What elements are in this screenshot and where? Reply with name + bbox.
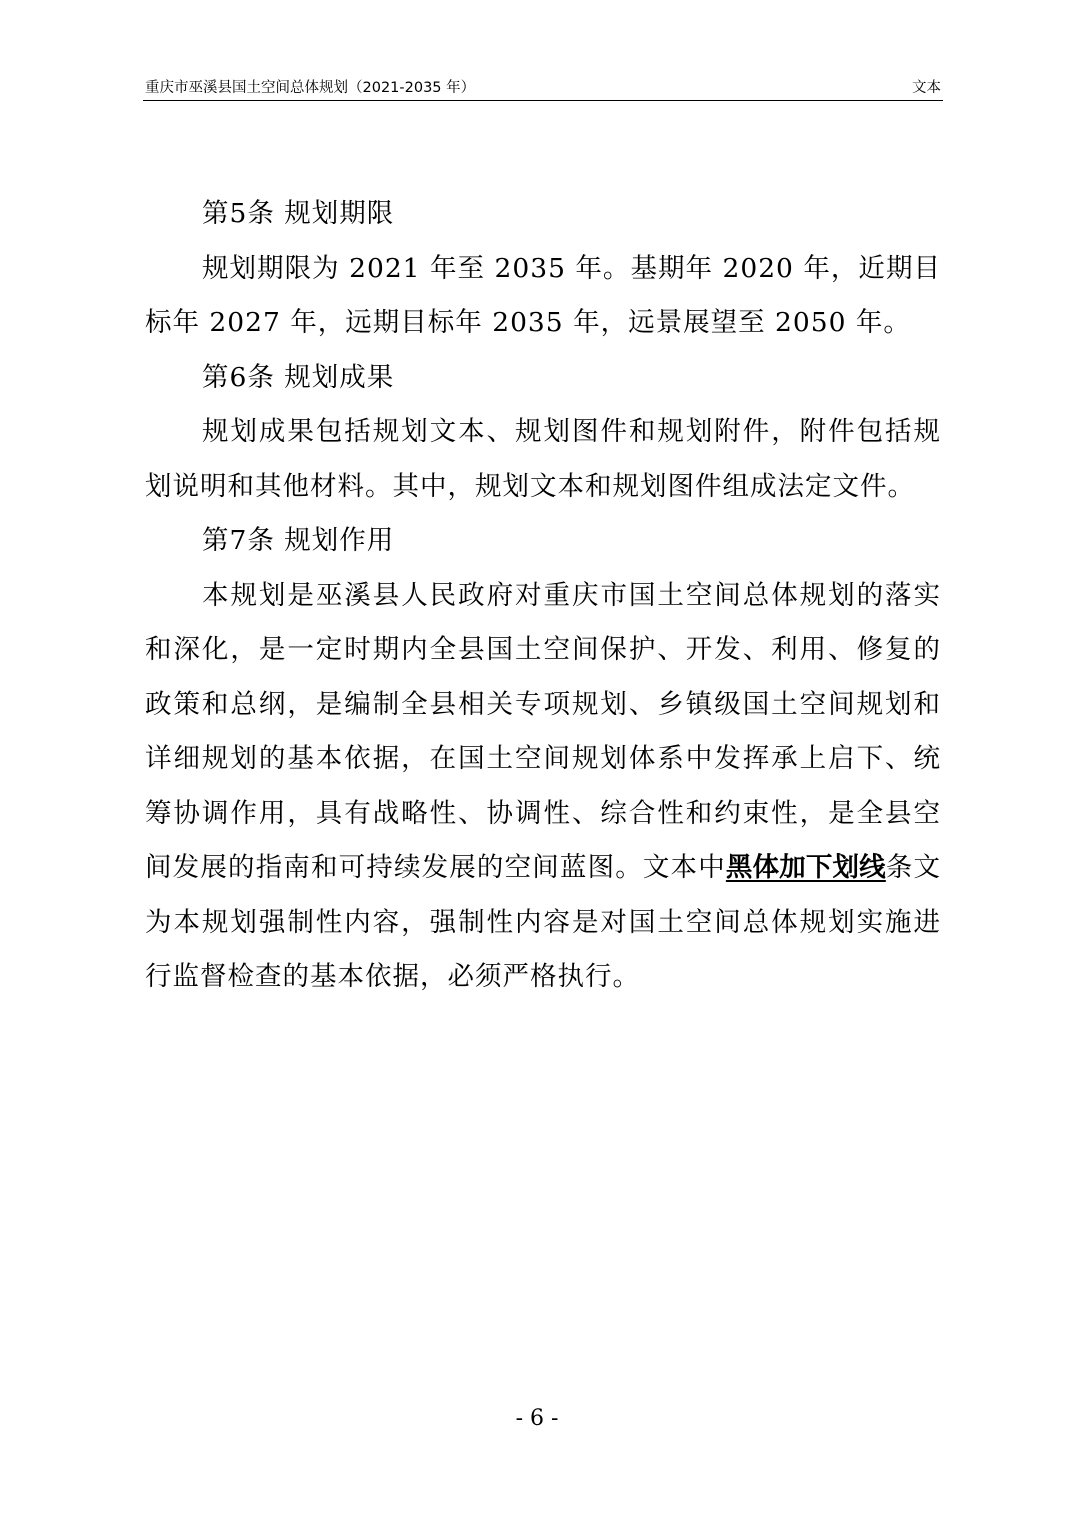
article-6-heading: 第6条 规划成果: [202, 361, 395, 393]
article-7-paragraph: [145, 569, 941, 1005]
header-title: 重庆市巫溪县国土空间总体规划（2021-2035 年）: [145, 80, 476, 96]
article-7-text-part2: 条文为本规划强制性内容，强制性内容是对国土空间总体规划实施进行监督检查的基本依据，必须严格执行。: [145, 852, 942, 992]
article-5-paragraph: 规划期限为 2021 年至 2035 年。基期年 2020 年，近期目标年 2027 年，远期目标年 2035 年，远景展望至 2050 年。: [145, 252, 941, 338]
article-6-paragraph: 规划成果包括规划文本、规划图件和规划附件，附件包括规划说明和其他材料。其中，规划文本和规划图件组成法定文件。: [145, 416, 941, 502]
page-header: [143, 78, 943, 101]
mandatory-content-marker: 黑体加下划线: [725, 852, 886, 883]
article-7-heading: 第7条 规划作用: [202, 525, 395, 556]
article-7-text-part1: 本规划是巫溪县人民政府对重庆市国土空间总体规划的落实和深化，是一定时期内全县国土空间保护、开发、利用、修复的政策和总纲，是编制全县相关专项规划、乡镇级国土空间规划和详细规划的基本依据，在国土空间规划体系中发挥承上启下、统筹协调作用，具有战略性、协调性、综合性和约束性，是全县空间发展的指南和可持续发展的空间蓝图。文本中: [145, 579, 941, 883]
document-body: [145, 187, 941, 1005]
article-5-heading: 第5条 规划期限: [202, 198, 395, 229]
header-doc-type: 文本: [912, 80, 941, 96]
page-number: - 6 -: [515, 1406, 559, 1431]
